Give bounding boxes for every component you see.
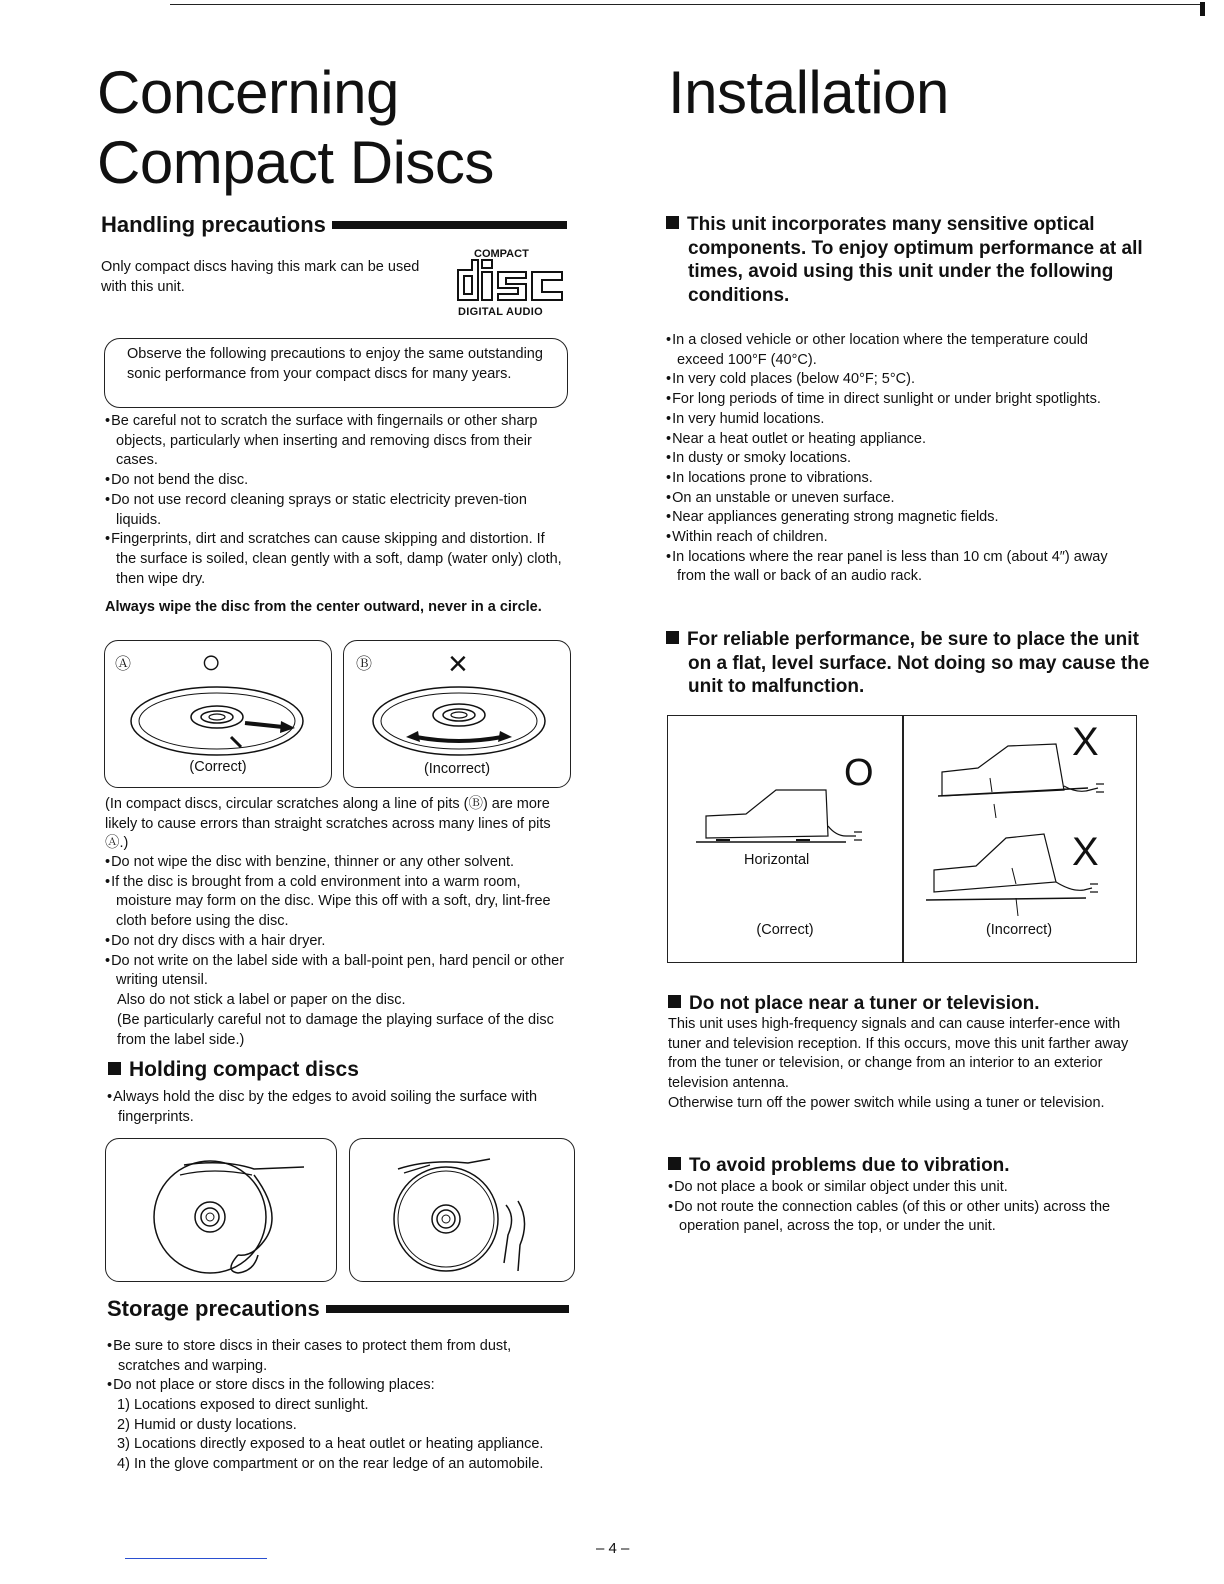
figure-level-surface bbox=[667, 715, 1137, 963]
tuner-text-2: Otherwise turn off the power switch while using a tuner or television. bbox=[668, 1095, 1105, 1111]
holding-bullets bbox=[107, 1088, 569, 1127]
list-item: • Do not place a book or similar object under this unit. bbox=[668, 1178, 1134, 1198]
vibration-bullets bbox=[668, 1178, 1134, 1237]
list-item: • In locations where the rear panel is less than 10 cm (about 4″) away from the wall or back of an audio rack. bbox=[666, 548, 1134, 587]
unit-tilted-icon bbox=[938, 738, 1118, 818]
list-item: • Do not use record cleaning sprays or static electricity preven-tion liquids. bbox=[105, 491, 567, 530]
title-line-1: Concerning bbox=[97, 59, 399, 126]
disc-logo-icon bbox=[454, 258, 566, 304]
figure-b-label: Ⓑ bbox=[356, 656, 373, 673]
handling-bullets bbox=[105, 412, 567, 589]
tuner-text-1: This unit uses high-frequency signals and can cause interfer-ence with tuner and television reception. If this occurs, move this unit farther away from the tuner or television, or change from an interior to an exterior television antenna. bbox=[668, 1016, 1129, 1092]
correct-mark: ○ bbox=[201, 643, 222, 681]
list-item: • In locations prone to vibrations. bbox=[666, 469, 1134, 489]
correct-caption: (Correct) bbox=[189, 759, 247, 775]
observe-text: Observe the following precautions to enjoy the same outstanding sonic performance from your compact discs for many years. bbox=[127, 346, 543, 382]
list-item: • Be careful not to scratch the surface with fingernails or other sharp objects, particularly when inserting and removing discs from their cases. bbox=[105, 412, 567, 471]
list-item: • For long periods of time in direct sunlight or under bright spotlights. bbox=[666, 390, 1134, 410]
square-bullet-icon bbox=[666, 631, 679, 644]
item-number: 2) bbox=[117, 1416, 130, 1433]
wipe-instruction: Always wipe the disc from the center outward, never in a circle. bbox=[105, 599, 542, 615]
square-bullet-icon bbox=[668, 995, 681, 1008]
horizontal-label: Horizontal bbox=[744, 852, 810, 868]
hand-holding-disc-icon bbox=[114, 1145, 328, 1277]
item-text: Locations directly exposed to a heat outlet or heating appliance. bbox=[133, 1436, 544, 1453]
holding-heading bbox=[108, 1058, 359, 1081]
square-bullet-icon bbox=[108, 1062, 121, 1075]
list-item: • Do not wipe the disc with benzine, thinner or any other solvent. bbox=[105, 853, 567, 873]
list-item: • Do not route the connection cables (of this or other units) across the operation panel, across the top, or under the unit. bbox=[668, 1198, 1134, 1237]
compact-disc-logo bbox=[452, 248, 568, 320]
list-item: • Fingerprints, dirt and scratches can cause skipping and distortion. If the surface is soiled, clean gently with a soft, damp (water only) cloth, then wipe dry. bbox=[105, 530, 567, 589]
list-item: • Do not dry discs with a hair dryer. bbox=[105, 932, 567, 952]
conditions-list bbox=[666, 331, 1134, 587]
level-incorrect-caption: (Incorrect) bbox=[985, 922, 1053, 938]
mark-text: Only compact discs having this mark can be used with this unit. bbox=[101, 259, 420, 295]
correct-mark: O bbox=[844, 752, 874, 794]
list-item: • Near appliances generating strong magnetic fields. bbox=[666, 508, 1134, 528]
heading-bar bbox=[332, 221, 567, 229]
list-item bbox=[107, 1435, 569, 1455]
list-item: • Do not place or store discs in the following places: bbox=[107, 1376, 569, 1396]
logo-bottom-text: DIGITAL AUDIO bbox=[458, 306, 543, 318]
list-item: • Always hold the disc by the edges to avoid soiling the surface with fingerprints. bbox=[107, 1088, 569, 1127]
unit-tilted-icon-2 bbox=[926, 828, 1116, 918]
figure-incorrect-wipe bbox=[343, 640, 571, 788]
level-heading bbox=[666, 628, 1156, 699]
corner-mark bbox=[1200, 2, 1205, 16]
cleaning-bullets bbox=[105, 853, 567, 991]
left-title bbox=[97, 58, 494, 198]
vibration-heading-text: To avoid problems due to vibration. bbox=[689, 1155, 1010, 1176]
storage-heading bbox=[107, 1296, 569, 1322]
storage-heading-text: Storage precautions bbox=[107, 1296, 320, 1321]
item-number: 3) bbox=[117, 1436, 130, 1453]
storage-bullets bbox=[107, 1337, 569, 1396]
figure-correct-wipe bbox=[104, 640, 332, 788]
tuner-heading bbox=[668, 992, 1138, 1015]
list-item: • Be sure to store discs in their cases to protect them from dust, scratches and warping. bbox=[107, 1337, 569, 1376]
list-item: • Near a heat outlet or heating appliance. bbox=[666, 430, 1134, 450]
observe-box bbox=[104, 338, 568, 408]
handling-heading bbox=[101, 212, 567, 238]
item-text: Locations exposed to direct sunlight. bbox=[133, 1397, 369, 1413]
list-item: • Do not write on the label side with a ball-point pen, hard pencil or other writing utensil. bbox=[105, 952, 567, 991]
heading-bar bbox=[326, 1305, 569, 1313]
list-item bbox=[107, 1416, 569, 1436]
level-heading-text: For reliable performance, be sure to place the unit on a flat, level surface. Not doing so may cause the unit to malfunction. bbox=[687, 629, 1150, 697]
disc-wipe-straight-icon bbox=[125, 681, 315, 761]
disc-wipe-circular-icon bbox=[364, 683, 554, 763]
intro-heading-text: This unit incorporates many sensitive optical components. To enjoy optimum performance at all times, avoid using this unit under the following conditions. bbox=[687, 214, 1143, 306]
item-number: 4) bbox=[117, 1456, 130, 1473]
vibration-heading bbox=[668, 1154, 1138, 1177]
list-item: • On an unstable or uneven surface. bbox=[666, 489, 1134, 509]
label-note-2: (Be particularly careful not to damage the playing surface of the disc from the label side.) bbox=[117, 1012, 554, 1048]
title-line-2: Compact Discs bbox=[97, 129, 494, 196]
storage-places bbox=[107, 1396, 569, 1475]
page-number: – 4 – bbox=[596, 1540, 630, 1557]
list-item: • In very cold places (below 40°F; 5°C). bbox=[666, 370, 1134, 390]
handling-heading-text: Handling precautions bbox=[101, 212, 326, 237]
incorrect-mark: × bbox=[448, 645, 468, 683]
list-item bbox=[107, 1455, 569, 1475]
footer-rule bbox=[125, 1558, 267, 1559]
incorrect-mark-1: X bbox=[1072, 720, 1099, 764]
top-rule bbox=[170, 4, 1200, 5]
unit-horizontal-icon bbox=[696, 786, 876, 856]
list-item: • If the disc is brought from a cold environment into a warm room, moisture may form on the disc. Wipe this off with a soft, dry, lint-free cloth before using the disc. bbox=[105, 873, 567, 932]
installation-title: Installation bbox=[668, 59, 949, 126]
item-number: 1) bbox=[117, 1397, 130, 1413]
incorrect-mark-2: X bbox=[1072, 830, 1099, 874]
square-bullet-icon bbox=[668, 1157, 681, 1170]
incorrect-caption: (Incorrect) bbox=[423, 761, 491, 777]
figure-holding-1 bbox=[105, 1138, 337, 1282]
holding-heading-text: Holding compact discs bbox=[129, 1058, 359, 1081]
logo-top-text: COMPACT bbox=[474, 248, 529, 260]
item-text: Humid or dusty locations. bbox=[133, 1416, 297, 1433]
list-item: • In very humid locations. bbox=[666, 410, 1134, 430]
list-item: • Do not bend the disc. bbox=[105, 471, 567, 491]
list-item: • In a closed vehicle or other location where the temperature could exceed 100°F (40°C). bbox=[666, 331, 1134, 370]
list-item: • Within reach of children. bbox=[666, 528, 1134, 548]
figure-a-label: Ⓐ bbox=[115, 656, 132, 673]
list-item bbox=[107, 1396, 569, 1416]
hand-holding-disc-edge-icon bbox=[358, 1145, 568, 1277]
square-bullet-icon bbox=[666, 216, 679, 229]
intro-heading bbox=[666, 213, 1156, 307]
figure-holding-2 bbox=[349, 1138, 575, 1282]
scratch-note: (In compact discs, circular scratches along a line of pits (Ⓑ) are more likely to cause errors than straight scratches across many lines of pits Ⓐ.) bbox=[105, 796, 551, 852]
label-note-1: Also do not stick a label or paper on the disc. bbox=[117, 992, 406, 1008]
tuner-heading-text: Do not place near a tuner or television. bbox=[689, 993, 1040, 1014]
list-item: • In dusty or smoky locations. bbox=[666, 449, 1134, 469]
level-correct-caption: (Correct) bbox=[756, 922, 814, 938]
item-text: In the glove compartment or on the rear ledge of an automobile. bbox=[133, 1456, 544, 1473]
